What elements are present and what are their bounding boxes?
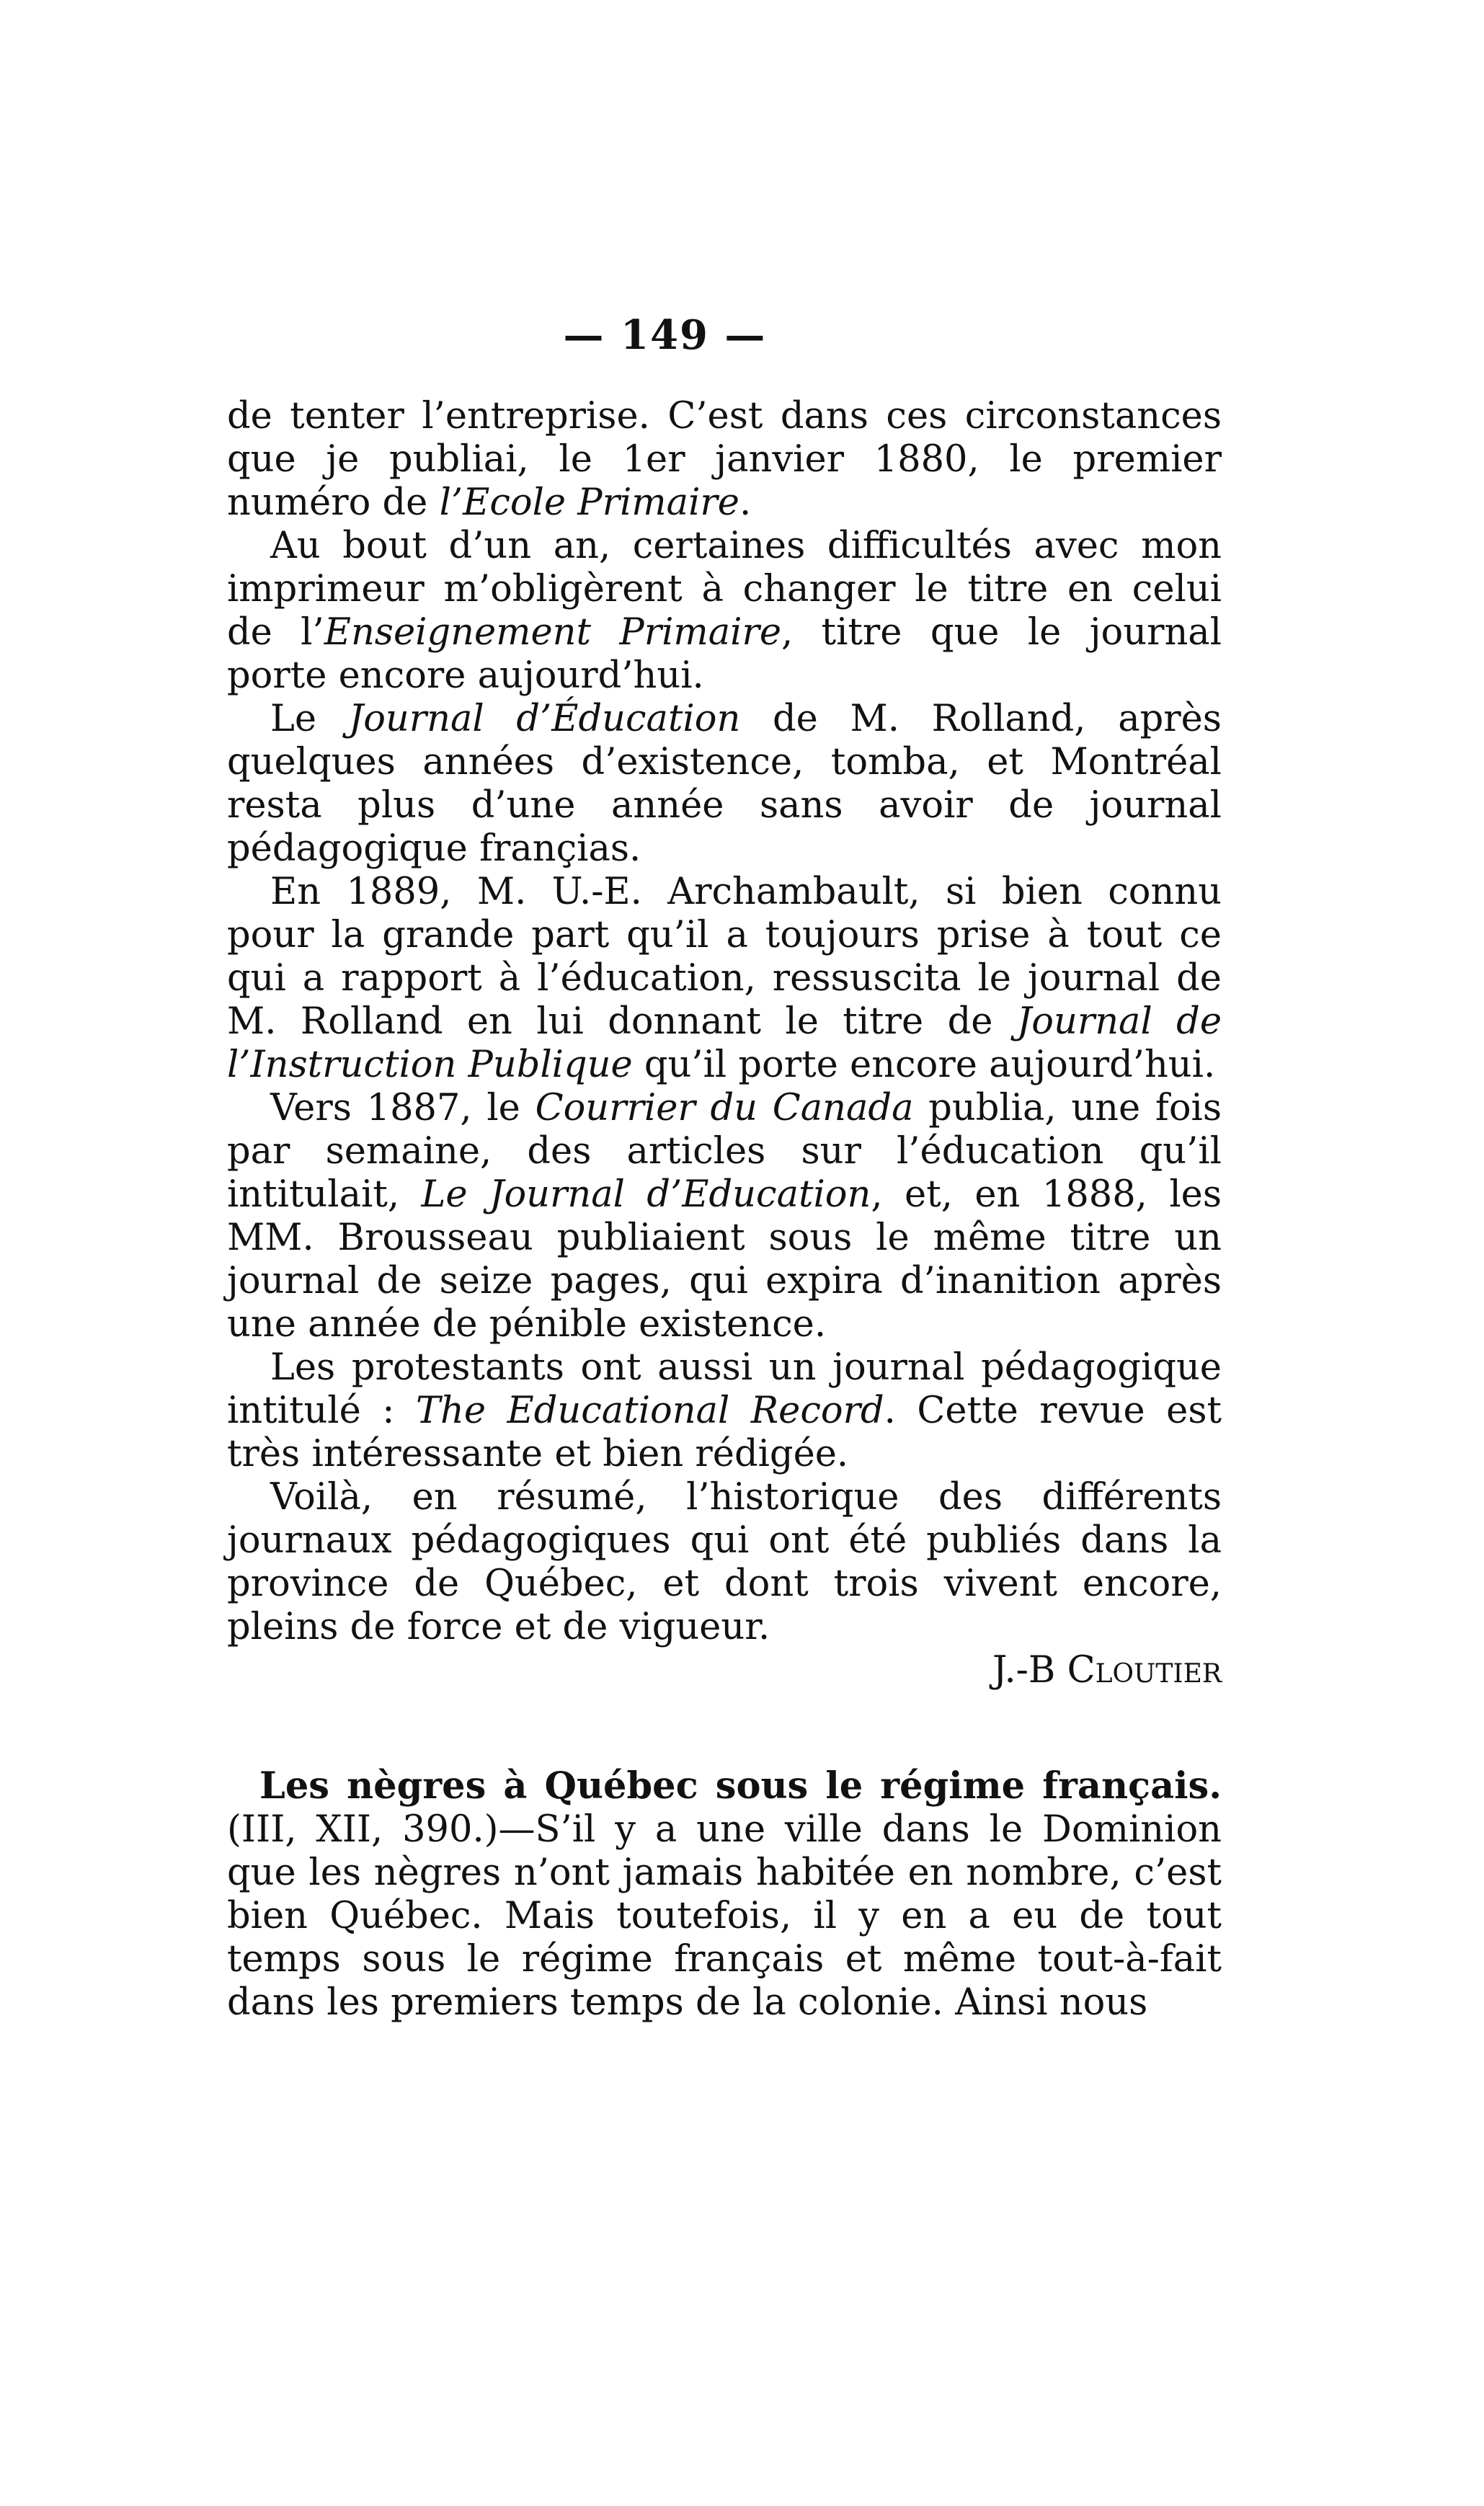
paragraph-6 [227,1346,1222,1476]
text-run: Le [270,698,349,740]
text-run: , titre que le journal porte encore aujourd’hui. [227,611,1222,697]
text-run: Vers 1887, le [270,1087,536,1129]
paragraph-7 [227,1476,1222,1649]
text-run: qu’il porte encore aujourd’hui. [632,1044,1216,1086]
page-number: — 149 — [563,311,767,359]
article-body: (III, XII, 390.)—S’il y a une ville dans le Dominion que les nègres n’ont jamais habitée en nombre, c’est bien Québec. Mais toutefois, il y en a eu de tout temps sous le régime français et même tout-à-fait dans les premiers temps de la colonie. Ainsi nous [227,1808,1222,2024]
text-run: . Cette revue est très intéressante et bien rédigée. [227,1390,1222,1475]
italic-title: Courrier du Canada [535,1087,914,1129]
italic-title: Journal d’Éducation [348,698,741,740]
italic-title: Enseignement Primaire [324,611,782,654]
article-title: Les nègres à Québec sous le régime français. [259,1764,1222,1808]
text-run: Au bout d’un an, certaines difficultés avec mon imprimeur m’obligèrent à changer le titre en celui de l’ [227,525,1222,654]
italic-title: Journal de l’Instruction Publique [227,1000,1222,1086]
paragraph-2 [227,525,1222,698]
paragraph-4 [227,871,1222,1087]
text-run: publia, une fois par semaine, des articles sur l’éducation qu’il intitulait, [227,1087,1222,1216]
paragraph-3 [227,698,1222,871]
author-signature: J.-B Cloutier [992,1649,1222,1692]
text-run: Les protestants ont aussi un journal pédagogique intitulé : [227,1346,1222,1432]
main-text [227,395,1222,2025]
text-run: Voilà, en résumé, l’historique des différents journaux pédagogiques qui ont été publiés dans la province de Québec, et dont trois vivent encore, pleins de force et de vigueur. [227,1476,1222,1648]
paragraph-1 [227,395,1222,525]
article-paragraph [227,1764,1222,2025]
text-run: . [739,481,752,524]
italic-title: l’Ecole Primaire [439,481,739,524]
italic-title: Le Journal d’Education [421,1173,871,1216]
italic-title: The Educational Record [415,1390,884,1432]
paragraph-5 [227,1087,1222,1346]
text-run: de M. Rolland, après quelques années d’existence, tomba, et Montréal resta plus d’une année sans avoir de journal pédagogique françias. [227,698,1222,870]
text-run: de tenter l’entreprise. C’est dans ces circonstances que je publiai, le 1er janvier 1880, le premier numéro de [227,395,1222,524]
text-run: , et, en 1888, les MM. Brousseau publiaient sous le même titre un journal de seize pages, qui expira d’inanition après une année de pénible existence. [227,1173,1222,1346]
text-run: En 1889, M. U.-E. Archambault, si bien connu pour la grande part qu’il a toujours prise à tout ce qui a rapport à l’éducation, ressuscita le journal de M. Rolland en lui donnant le titre de [227,871,1222,1043]
